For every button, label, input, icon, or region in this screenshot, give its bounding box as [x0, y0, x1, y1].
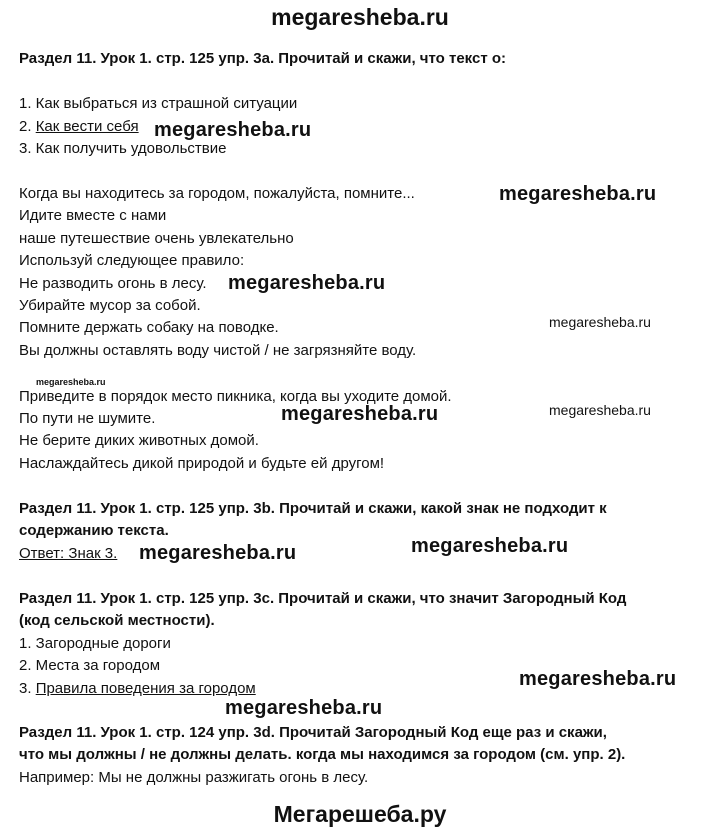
option-3a-3: 3. Как получить удовольствие: [19, 140, 227, 157]
watermark: megaresheba.ru: [411, 535, 569, 557]
watermark: megaresheba.ru: [228, 272, 386, 294]
text-line-7: Помните держать собаку на поводке.: [19, 319, 279, 336]
text-line-2: Идите вместе с нами: [19, 207, 167, 224]
option-3c-2: 2. Места за городом: [19, 657, 161, 674]
watermark: megaresheba.ru: [281, 403, 439, 425]
text-line-9: Приведите в порядок место пикника, когда вы уходите домой.: [19, 388, 452, 405]
answer-3b: Ответ: Знак 3.: [19, 545, 118, 562]
option-3a-2: 2. Как вести себя: [19, 118, 139, 135]
text-line-12: Наслаждайтесь дикой природой и будьте ей другом!: [19, 455, 385, 472]
text-line-1: Когда вы находитесь за городом, пожалуйста, помните...: [19, 185, 415, 202]
text-line-10: По пути не шумите.: [19, 410, 156, 427]
heading-3b-line1: Раздел 11. Урок 1. стр. 125 упр. 3b. Прочитай и скажи, какой знак не подходит к: [19, 500, 607, 517]
option-3a-2-text: Как вести себя: [35, 118, 139, 135]
heading-3a: Раздел 11. Урок 1. стр. 125 упр. 3а. Прочитай и скажи, что текст о:: [19, 50, 506, 67]
site-footer: Мегарешеба.ру: [273, 801, 447, 827]
watermark: megaresheba.ru: [139, 542, 297, 564]
heading-3c-line1: Раздел 11. Урок 1. стр. 125 упр. 3с. Прочитай и скажи, что значит Загородный Код: [19, 590, 627, 607]
option-3c-3: 3. Правила поведения за городом: [19, 680, 256, 697]
example-3d: Например: Мы не должны разжигать огонь в лесу.: [19, 769, 369, 786]
watermark: megaresheba.ru: [549, 314, 651, 330]
watermark: megaresheba.ru: [519, 668, 677, 690]
text-line-3: наше путешествие очень увлекательно: [19, 230, 294, 247]
watermark: megaresheba.ru: [549, 402, 651, 418]
heading-3c-line2: (код сельской местности).: [19, 612, 215, 629]
watermark: megaresheba.ru: [154, 119, 312, 141]
watermark: megaresheba.ru: [36, 377, 106, 387]
heading-3d-line2: что мы должны / не должны делать. когда мы находимся за городом (см. упр. 2).: [19, 746, 626, 763]
text-line-4: Используй следующее правило:: [19, 252, 245, 269]
watermark: megaresheba.ru: [499, 183, 657, 205]
text-line-6: Убирайте мусор за собой.: [19, 297, 201, 314]
heading-3b-line2: содержанию текста.: [19, 522, 169, 539]
watermark: megaresheba.ru: [225, 697, 383, 719]
option-3c-3-text: Правила поведения за городом: [35, 680, 256, 697]
option-3c-1: 1. Загородные дороги: [19, 635, 171, 652]
text-line-5: Не разводить огонь в лесу.: [19, 275, 207, 292]
option-3a-1: 1. Как выбраться из страшной ситуации: [19, 95, 298, 112]
text-line-8: Вы должны оставлять воду чистой / не загрязняйте воду.: [19, 342, 417, 359]
site-header: megaresheba.ru: [271, 4, 449, 30]
text-line-11: Не берите диких животных домой.: [19, 432, 259, 449]
heading-3d-line1: Раздел 11. Урок 1. стр. 124 упр. 3d. Прочитай Загородный Код еще раз и скажи,: [19, 724, 607, 741]
